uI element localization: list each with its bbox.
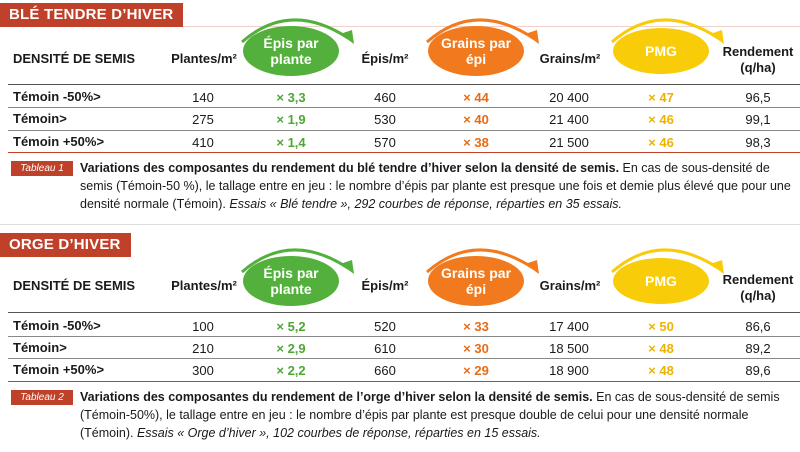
epis-header: Épis/m² bbox=[361, 51, 409, 66]
row-label: Témoin +50%> bbox=[13, 134, 105, 149]
epis-value: 460 bbox=[374, 90, 396, 105]
epis-per-plant-bubble bbox=[243, 256, 339, 306]
grains-per-epi-value: × 38 bbox=[463, 135, 489, 150]
table-ble-section bbox=[0, 0, 800, 215]
epis-value: 570 bbox=[374, 135, 396, 150]
grains-per-epi-value: × 30 bbox=[463, 341, 489, 356]
epis-per-plant-value: × 5,2 bbox=[276, 319, 306, 334]
row-divider bbox=[8, 358, 800, 359]
grains-per-epi-value: × 44 bbox=[463, 90, 489, 105]
grains-per-epi-value: × 40 bbox=[463, 112, 489, 127]
rendement-label: Rendement bbox=[722, 44, 794, 59]
pmg-bubble bbox=[613, 28, 709, 74]
row-divider bbox=[8, 336, 800, 337]
plants-value: 275 bbox=[192, 112, 214, 127]
plants-value: 100 bbox=[192, 319, 214, 334]
rendement-label: Rendement bbox=[722, 272, 794, 287]
rendement-value: 89,2 bbox=[745, 341, 771, 356]
rendement-header bbox=[718, 44, 798, 76]
caption-source: Essais « Orge d’hiver », 102 courbes de réponse, réparties en 15 essais. bbox=[136, 426, 541, 440]
plants-value: 140 bbox=[192, 90, 214, 105]
grains-value: 21 400 bbox=[549, 112, 589, 127]
epis-per-plant-label: Épis par plante bbox=[263, 35, 319, 67]
density-header: DENSITÉ DE SEMIS bbox=[13, 51, 136, 66]
grains-header: Grains/m² bbox=[539, 278, 601, 293]
pmg-value: × 48 bbox=[648, 341, 674, 356]
row-label: Témoin> bbox=[13, 111, 67, 126]
grains-per-epi-label: Grains par épi bbox=[440, 265, 512, 297]
row-divider bbox=[8, 152, 800, 153]
table-caption bbox=[80, 159, 796, 213]
row-label: Témoin -50%> bbox=[13, 89, 101, 104]
section-title: BLÉ TENDRE D’HIVER bbox=[0, 3, 183, 27]
grains-per-epi-label: Grains par épi bbox=[440, 35, 512, 67]
epis-value: 530 bbox=[374, 112, 396, 127]
plants-header: Plantes/m² bbox=[171, 51, 237, 66]
pmg-value: × 47 bbox=[648, 90, 674, 105]
rendement-value: 99,1 bbox=[745, 112, 771, 127]
rendement-header bbox=[718, 272, 798, 304]
row-label: Témoin +50%> bbox=[13, 362, 105, 377]
caption-source: Essais « Blé tendre », 292 courbes de réponse, réparties en 35 essais. bbox=[229, 197, 622, 211]
row-label: Témoin -50%> bbox=[13, 318, 101, 333]
rendement-value: 89,6 bbox=[745, 363, 771, 378]
caption-body: En cas de sous-densité de semis (Témoin-50%), le tallage entre en jeu : le nombre d’épis par plante est presque double de celui pour une densité normale (Témoin). bbox=[80, 390, 780, 440]
row-divider bbox=[8, 130, 800, 131]
grains-per-epi-bubble bbox=[428, 256, 524, 306]
density-header: DENSITÉ DE SEMIS bbox=[13, 278, 136, 293]
table-orge-section bbox=[0, 230, 800, 452]
rendement-value: 86,6 bbox=[745, 319, 771, 334]
epis-per-plant-label: Épis par plante bbox=[263, 265, 319, 297]
rendement-value: 98,3 bbox=[745, 135, 771, 150]
epis-per-plant-value: × 1,9 bbox=[276, 112, 306, 127]
epis-per-plant-value: × 2,9 bbox=[276, 341, 306, 356]
epis-value: 610 bbox=[374, 341, 396, 356]
epis-per-plant-value: × 1,4 bbox=[276, 135, 306, 150]
caption-body: En cas de sous-densité de semis (Témoin-50 %), le tallage entre en jeu : le nombre d’épis par plante est presque une fois et demie plus élevé que pour une densité normale (Témoin). bbox=[80, 161, 791, 211]
plants-header: Plantes/m² bbox=[171, 278, 237, 293]
table-caption bbox=[80, 388, 796, 442]
grains-header: Grains/m² bbox=[539, 51, 601, 66]
caption-tag: Tableau 1 bbox=[11, 161, 73, 176]
epis-header: Épis/m² bbox=[361, 278, 409, 293]
grains-value: 20 400 bbox=[549, 90, 589, 105]
grains-value: 21 500 bbox=[549, 135, 589, 150]
grains-per-epi-bubble bbox=[428, 26, 524, 76]
row-label: Témoin> bbox=[13, 340, 67, 355]
grains-value: 17 400 bbox=[549, 319, 589, 334]
header-divider bbox=[8, 84, 800, 85]
epis-per-plant-value: × 2,2 bbox=[276, 363, 306, 378]
rendement-value: 96,5 bbox=[745, 90, 771, 105]
epis-per-plant-value: × 3,3 bbox=[276, 90, 306, 105]
pmg-label: PMG bbox=[645, 43, 677, 59]
rendement-unit: (q/ha) bbox=[740, 60, 776, 75]
header-divider bbox=[8, 312, 800, 313]
pmg-value: × 46 bbox=[648, 112, 674, 127]
caption-tag: Tableau 2 bbox=[11, 390, 73, 405]
grains-per-epi-value: × 29 bbox=[463, 363, 489, 378]
pmg-label: PMG bbox=[645, 273, 677, 289]
section-title: ORGE D’HIVER bbox=[0, 233, 131, 257]
rendement-unit: (q/ha) bbox=[740, 288, 776, 303]
plants-value: 210 bbox=[192, 341, 214, 356]
pmg-value: × 48 bbox=[648, 363, 674, 378]
grains-value: 18 500 bbox=[549, 341, 589, 356]
pmg-value: × 50 bbox=[648, 319, 674, 334]
caption-title: Variations des composantes du rendement de l’orge d’hiver selon la densité de semis. bbox=[80, 390, 593, 404]
epis-value: 520 bbox=[374, 319, 396, 334]
grains-value: 18 900 bbox=[549, 363, 589, 378]
pmg-value: × 46 bbox=[648, 135, 674, 150]
plants-value: 410 bbox=[192, 135, 214, 150]
plants-value: 300 bbox=[192, 363, 214, 378]
row-divider bbox=[8, 107, 800, 108]
pmg-bubble bbox=[613, 258, 709, 304]
caption-title: Variations des composantes du rendement du blé tendre d’hiver selon la densité de semis. bbox=[80, 161, 620, 175]
grains-per-epi-value: × 33 bbox=[463, 319, 489, 334]
row-divider bbox=[8, 381, 800, 382]
epis-value: 660 bbox=[374, 363, 396, 378]
section-separator bbox=[0, 224, 800, 225]
epis-per-plant-bubble bbox=[243, 26, 339, 76]
